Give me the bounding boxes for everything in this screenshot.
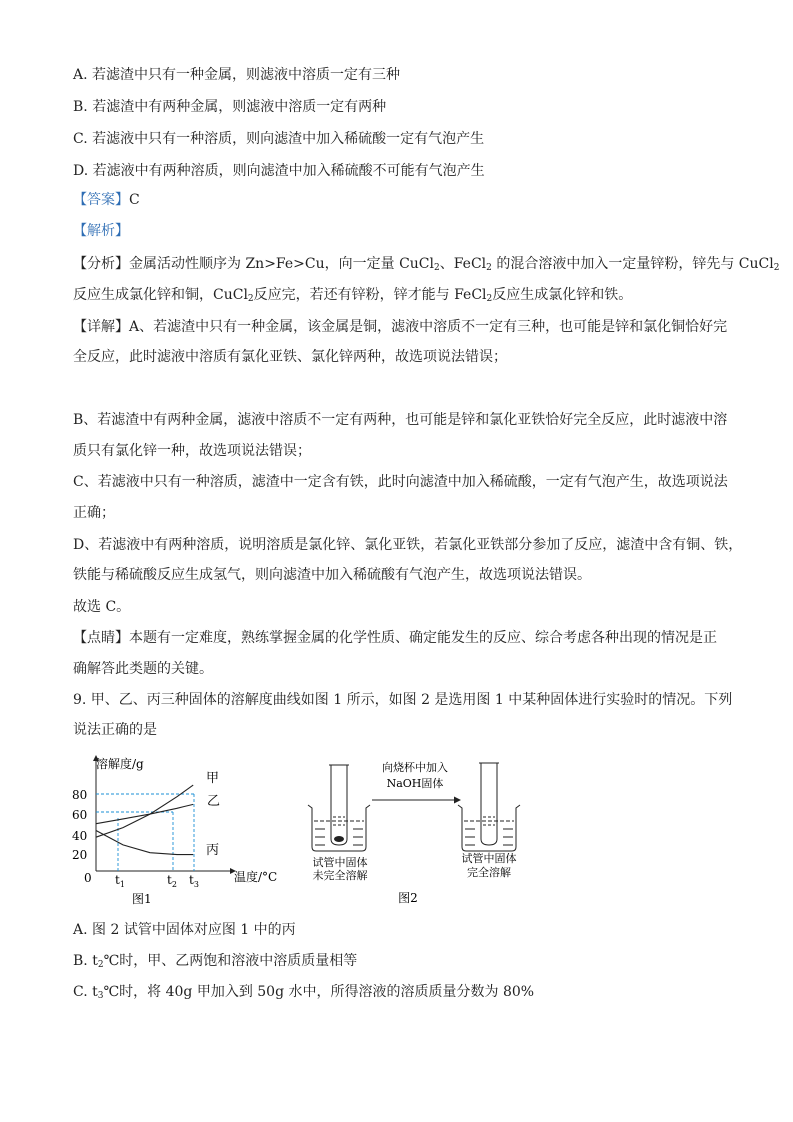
- series-yi-curve: [96, 804, 193, 823]
- dianjing-line-2: 确解答此类题的关键。: [73, 661, 213, 677]
- fenxi-text-3: 的混合溶液中加入一定量锌粉，锌先与 CuCl: [491, 256, 774, 272]
- y-tick-20: 20: [72, 848, 88, 862]
- series-jia-curve: [96, 785, 193, 837]
- option-9c: [73, 982, 534, 1006]
- right-caption-1: 试管中固体: [461, 852, 517, 865]
- option-8a: A. 若滤渣中只有一种金属，则滤液中溶质一定有三种: [73, 67, 401, 83]
- option-8b: B. 若滤渣中有两种金属，则滤液中溶质一定有两种: [73, 99, 387, 115]
- answer-value: C: [129, 192, 140, 208]
- fenxi-text-1: 金属活动性顺序为 Zn>Fe>Cu，向一定量 CuCl: [129, 256, 434, 272]
- right-caption-2: 完全溶解: [467, 866, 511, 879]
- left-caption-1: 试管中固体: [312, 856, 368, 869]
- option-8d: D. 若滤液中有两种溶质，则向滤渣中加入稀硫酸不可能有气泡产生: [73, 163, 485, 179]
- analysis-tag: [73, 221, 129, 241]
- arrow-label-2: NaOH固体: [386, 777, 444, 790]
- xiangjie-line-3: B、若滤渣中有两种金属，滤液中溶质不一定有两种，也可能是锌和氯化亚铁恰好完全反应，此时滤液中溶: [73, 412, 728, 428]
- xiangjie-text: A、若滤渣中只有一种金属，该金属是铜，滤液中溶质不一定有三种，也可能是锌和氯化铜恰好完: [129, 319, 728, 335]
- sub: 2: [486, 294, 493, 304]
- question-9-line-1: 9. 甲、乙、丙三种固体的溶解度曲线如图 1 所示，如图 2 是选用图 1 中某种固体进行实验时的情况。下列: [73, 692, 733, 708]
- y-tick-60: 60: [72, 808, 88, 822]
- xiangjie-line-4: 质只有氯化锌一种，故选项说法错误；: [73, 443, 311, 459]
- figure-1-caption: 图1: [132, 892, 152, 906]
- figure-1-solubility-chart: [60, 748, 300, 908]
- sub: 2: [486, 263, 492, 273]
- x-tick-t1: $t_1$: [115, 873, 125, 889]
- xiangjie-line-1: [73, 317, 727, 337]
- fenxi-text-2: 、FeCl: [439, 256, 487, 272]
- x-tick-t2: $t_2$: [167, 873, 177, 889]
- fenxi-line-1: [73, 254, 779, 278]
- y-axis-label: 溶解度/g: [96, 757, 144, 771]
- dianjing-text: 本题有一定难度，熟练掌握金属的化学性质、确定能发生的反应、综合考虑各种出现的情况是正: [129, 630, 717, 646]
- xiangjie-line-9: 故选 C。: [73, 599, 131, 615]
- fenxi-text-6: 反应生成氯化锌和铁。: [492, 287, 633, 303]
- option-9c-post: ℃时，将 40g 甲加入到 50g 水中，所得溶液的溶质质量分数为 80%: [103, 984, 535, 1000]
- xiangjie-tag: 【详解】: [73, 319, 129, 335]
- y-tick-40: 40: [72, 829, 88, 843]
- xiangjie-line-6: 正确；: [73, 505, 115, 521]
- dianjing-line-1: [73, 628, 717, 648]
- analysis-tag-text: 【解析】: [73, 223, 129, 239]
- option-9b: [73, 951, 357, 975]
- left-caption-2: 未完全溶解: [312, 869, 368, 882]
- x-tick-t3: $t_3$: [189, 873, 199, 889]
- series-bing-label: 丙: [206, 843, 220, 858]
- fenxi-tag: 【分析】: [73, 256, 129, 272]
- option-9a: A. 图 2 试管中固体对应图 1 中的丙: [73, 922, 296, 938]
- right-beaker: [458, 763, 520, 851]
- sub: 2: [247, 294, 254, 304]
- undissolved-solid: [334, 836, 344, 842]
- dianjing-tag: 【点睛】: [73, 630, 129, 646]
- xiangjie-line-5: C、若滤液中只有一种溶质，滤渣中一定含有铁，此时向滤渣中加入稀硫酸，一定有气泡产生，故选项说法: [73, 474, 728, 490]
- fenxi-text-5: 反应完，若还有锌粉，锌才能与 FeCl: [253, 287, 487, 303]
- question-9-line-2: 说法正确的是: [73, 722, 157, 738]
- origin-label: 0: [84, 871, 92, 885]
- option-8c: C. 若滤液中只有一种溶质，则向滤渣中加入稀硫酸一定有气泡产生: [73, 131, 485, 147]
- answer-tag: 【答案】: [73, 192, 129, 208]
- series-yi-label: 乙: [207, 794, 221, 809]
- fenxi-line-2: [73, 285, 632, 309]
- option-9c-pre: C. t: [73, 984, 98, 1000]
- option-9b-post: ℃时，甲、乙两饱和溶液中溶质质量相等: [103, 953, 358, 969]
- xiangjie-line-2: 全反应，此时滤液中溶质有氯化亚铁、氯化锌两种，故选项说法错误；: [73, 349, 507, 365]
- x-axis-label: 温度/°C: [234, 870, 278, 884]
- sub: 2: [97, 960, 104, 970]
- sub: 2: [434, 263, 440, 273]
- series-bing-curve: [96, 831, 193, 855]
- option-9b-pre: B. t: [73, 953, 98, 969]
- answer-line: [73, 190, 140, 210]
- sub: 2: [773, 263, 780, 273]
- fenxi-text-4: 反应生成氯化锌和铜，CuCl: [73, 287, 248, 303]
- sub: 3: [97, 991, 104, 1001]
- xiangjie-line-7: D、若滤液中有两种溶质，说明溶质是氯化锌、氯化亚铁，若氯化亚铁部分参加了反应，滤渣中含有铜、铁，: [73, 537, 743, 553]
- figure-2-caption: 图2: [398, 891, 418, 905]
- arrow-label-1: 向烧杯中加入: [382, 761, 448, 774]
- series-jia-label: 甲: [206, 771, 220, 786]
- y-tick-80: 80: [72, 788, 88, 802]
- figure-2-experiment: [300, 755, 540, 910]
- xiangjie-line-8: 铁能与稀硫酸反应生成氢气，则向滤渣中加入稀硫酸有气泡产生，故选项说法错误。: [73, 567, 591, 583]
